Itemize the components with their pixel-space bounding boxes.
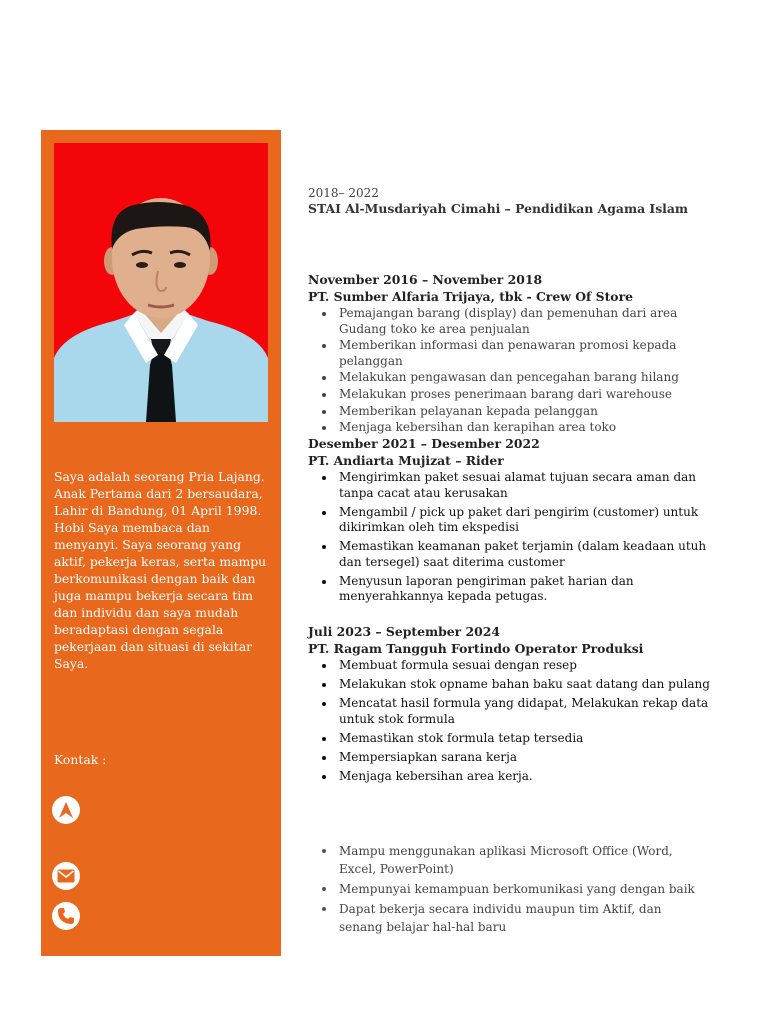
- location-icon[interactable]: [52, 796, 80, 824]
- list-item: Memastikan keamanan paket terjamin (dalam keadaan utuh dan tersegel) saat diterima customer: [308, 539, 728, 570]
- profile-sidebar: [41, 130, 281, 956]
- list-item: Mampu menggunakan aplikasi Microsoft Office (Word, Excel, PowerPoint): [308, 842, 708, 878]
- job-entry: [308, 623, 728, 788]
- job-title: PT. Sumber Alfaria Trijaya, tbk - Crew Of Store: [308, 289, 633, 304]
- list-item: Mempunyai kemampuan berkomunikasi yang dengan baik: [308, 880, 708, 898]
- job-period: Juli 2023 – September 2024: [308, 624, 500, 639]
- job-period: Desember 2021 – Desember 2022: [308, 436, 540, 451]
- profile-photo: [54, 143, 268, 422]
- list-item: Pemajangan barang (display) dan pemenuhan dari area Gudang toko ke area penjualan: [308, 306, 728, 337]
- list-item: Memberikan pelayanan kepada pelanggan: [308, 404, 728, 420]
- list-item: Melakukan pengawasan dan pencegahan barang hilang: [308, 370, 728, 386]
- job-period: November 2016 – November 2018: [308, 272, 543, 287]
- list-item: Mengirimkan paket sesuai alamat tujuan secara aman dan tanpa cacat atau kerusakan: [308, 470, 728, 501]
- list-item: Mencatat hasil formula yang didapat, Melakukan rekap data untuk stok formula: [308, 696, 728, 727]
- person-portrait-illustration: [54, 143, 268, 422]
- list-item: Mengambil / pick up paket dari pengirim (customer) untuk dikirimkan oleh tim ekspedisi: [308, 505, 728, 536]
- list-item: Menjaga kebersihan dan kerapihan area toko: [308, 420, 728, 436]
- phone-icon[interactable]: [52, 902, 80, 930]
- list-item: Memastikan stok formula tetap tersedia: [308, 731, 728, 747]
- education-school: STAI Al-Musdariyah Cimahi – Pendidikan Agama Islam: [308, 201, 689, 216]
- list-item: Memberikan informasi dan penawaran promosi kepada pelanggan: [308, 338, 728, 369]
- list-item: Menjaga kebersihan area kerja.: [308, 769, 728, 785]
- list-item: Mempersiapkan sarana kerja: [308, 750, 728, 766]
- list-item: Melakukan stok opname bahan baku saat datang dan pulang: [308, 677, 728, 693]
- job-duties-list: [308, 658, 728, 784]
- list-item: Melakukan proses penerimaan barang dari warehouse: [308, 387, 728, 403]
- education-years: 2018– 2022: [308, 186, 379, 200]
- email-icon[interactable]: [52, 862, 80, 890]
- job-title: PT. Andiarta Mujizat – Rider: [308, 453, 504, 468]
- job-entry: [308, 271, 728, 437]
- list-item: Menyusun laporan pengiriman paket harian dan menyerahkannya kepada petugas.: [308, 574, 728, 605]
- job-duties-list: [308, 306, 728, 436]
- about-text: Saya adalah seorang Pria Lajang. Anak Pertama dari 2 bersaudara, Lahir di Bandung, 01 April 1998. Hobi Saya membaca dan menyanyi. Saya seorang yang aktif, pekerja keras, serta mampu berkomunikasi dengan baik dan juga mampu bekerja secara tim dan individu dan saya mudah beradaptasi dengan segala pekerjaan dan situasi di sekitar Saya.: [54, 469, 267, 671]
- skills-list: [308, 842, 708, 938]
- job-entry: [308, 435, 728, 608]
- list-item: Membuat formula sesuai dengan resep: [308, 658, 728, 674]
- job-duties-list: [308, 470, 728, 605]
- list-item: Dapat bekerja secara individu maupun tim Aktif, dan senang belajar hal-hal baru: [308, 900, 708, 936]
- contact-label: Kontak :: [54, 752, 107, 767]
- job-title: PT. Ragam Tangguh Fortindo Operator Produksi: [308, 641, 644, 656]
